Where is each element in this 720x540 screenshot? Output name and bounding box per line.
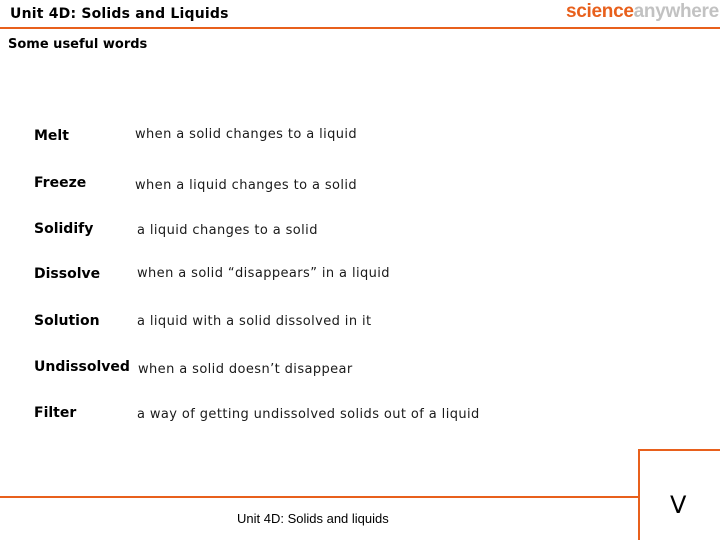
logo-science-text: science (566, 1, 634, 22)
footer-corner-side-line (638, 449, 640, 540)
glossary-term: Filter (34, 405, 77, 421)
glossary-definition: a way of getting undissolved solids out of a liquid (137, 407, 480, 422)
glossary-term: Dissolve (34, 266, 101, 282)
glossary-definition: a liquid with a solid dissolved in it (137, 314, 372, 329)
glossary-definition: when a solid doesn’t disappear (138, 362, 353, 377)
glossary-term: Melt (34, 128, 69, 144)
logo-anywhere-text: anywhere (633, 1, 719, 22)
glossary-term: Solution (34, 313, 100, 329)
science-anywhere-logo (566, 1, 719, 23)
slide-marker: V (670, 491, 687, 519)
glossary-definition: when a liquid changes to a solid (135, 178, 358, 193)
section-subtitle: Some useful words (8, 37, 148, 52)
glossary-definition: when a solid changes to a liquid (135, 127, 358, 142)
glossary-term: Undissolved (34, 359, 130, 375)
glossary-definition: a liquid changes to a solid (137, 223, 318, 238)
glossary-term: Freeze (34, 175, 87, 191)
glossary-definition: when a solid “disappears” in a liquid (137, 266, 390, 281)
footer-divider (0, 496, 640, 498)
title-divider (0, 27, 720, 29)
footer-corner-top-line (640, 449, 720, 451)
slide-title: Unit 4D: Solids and Liquids (10, 6, 229, 22)
glossary-term: Solidify (34, 221, 94, 237)
footer-caption: Unit 4D: Solids and liquids (237, 511, 389, 526)
